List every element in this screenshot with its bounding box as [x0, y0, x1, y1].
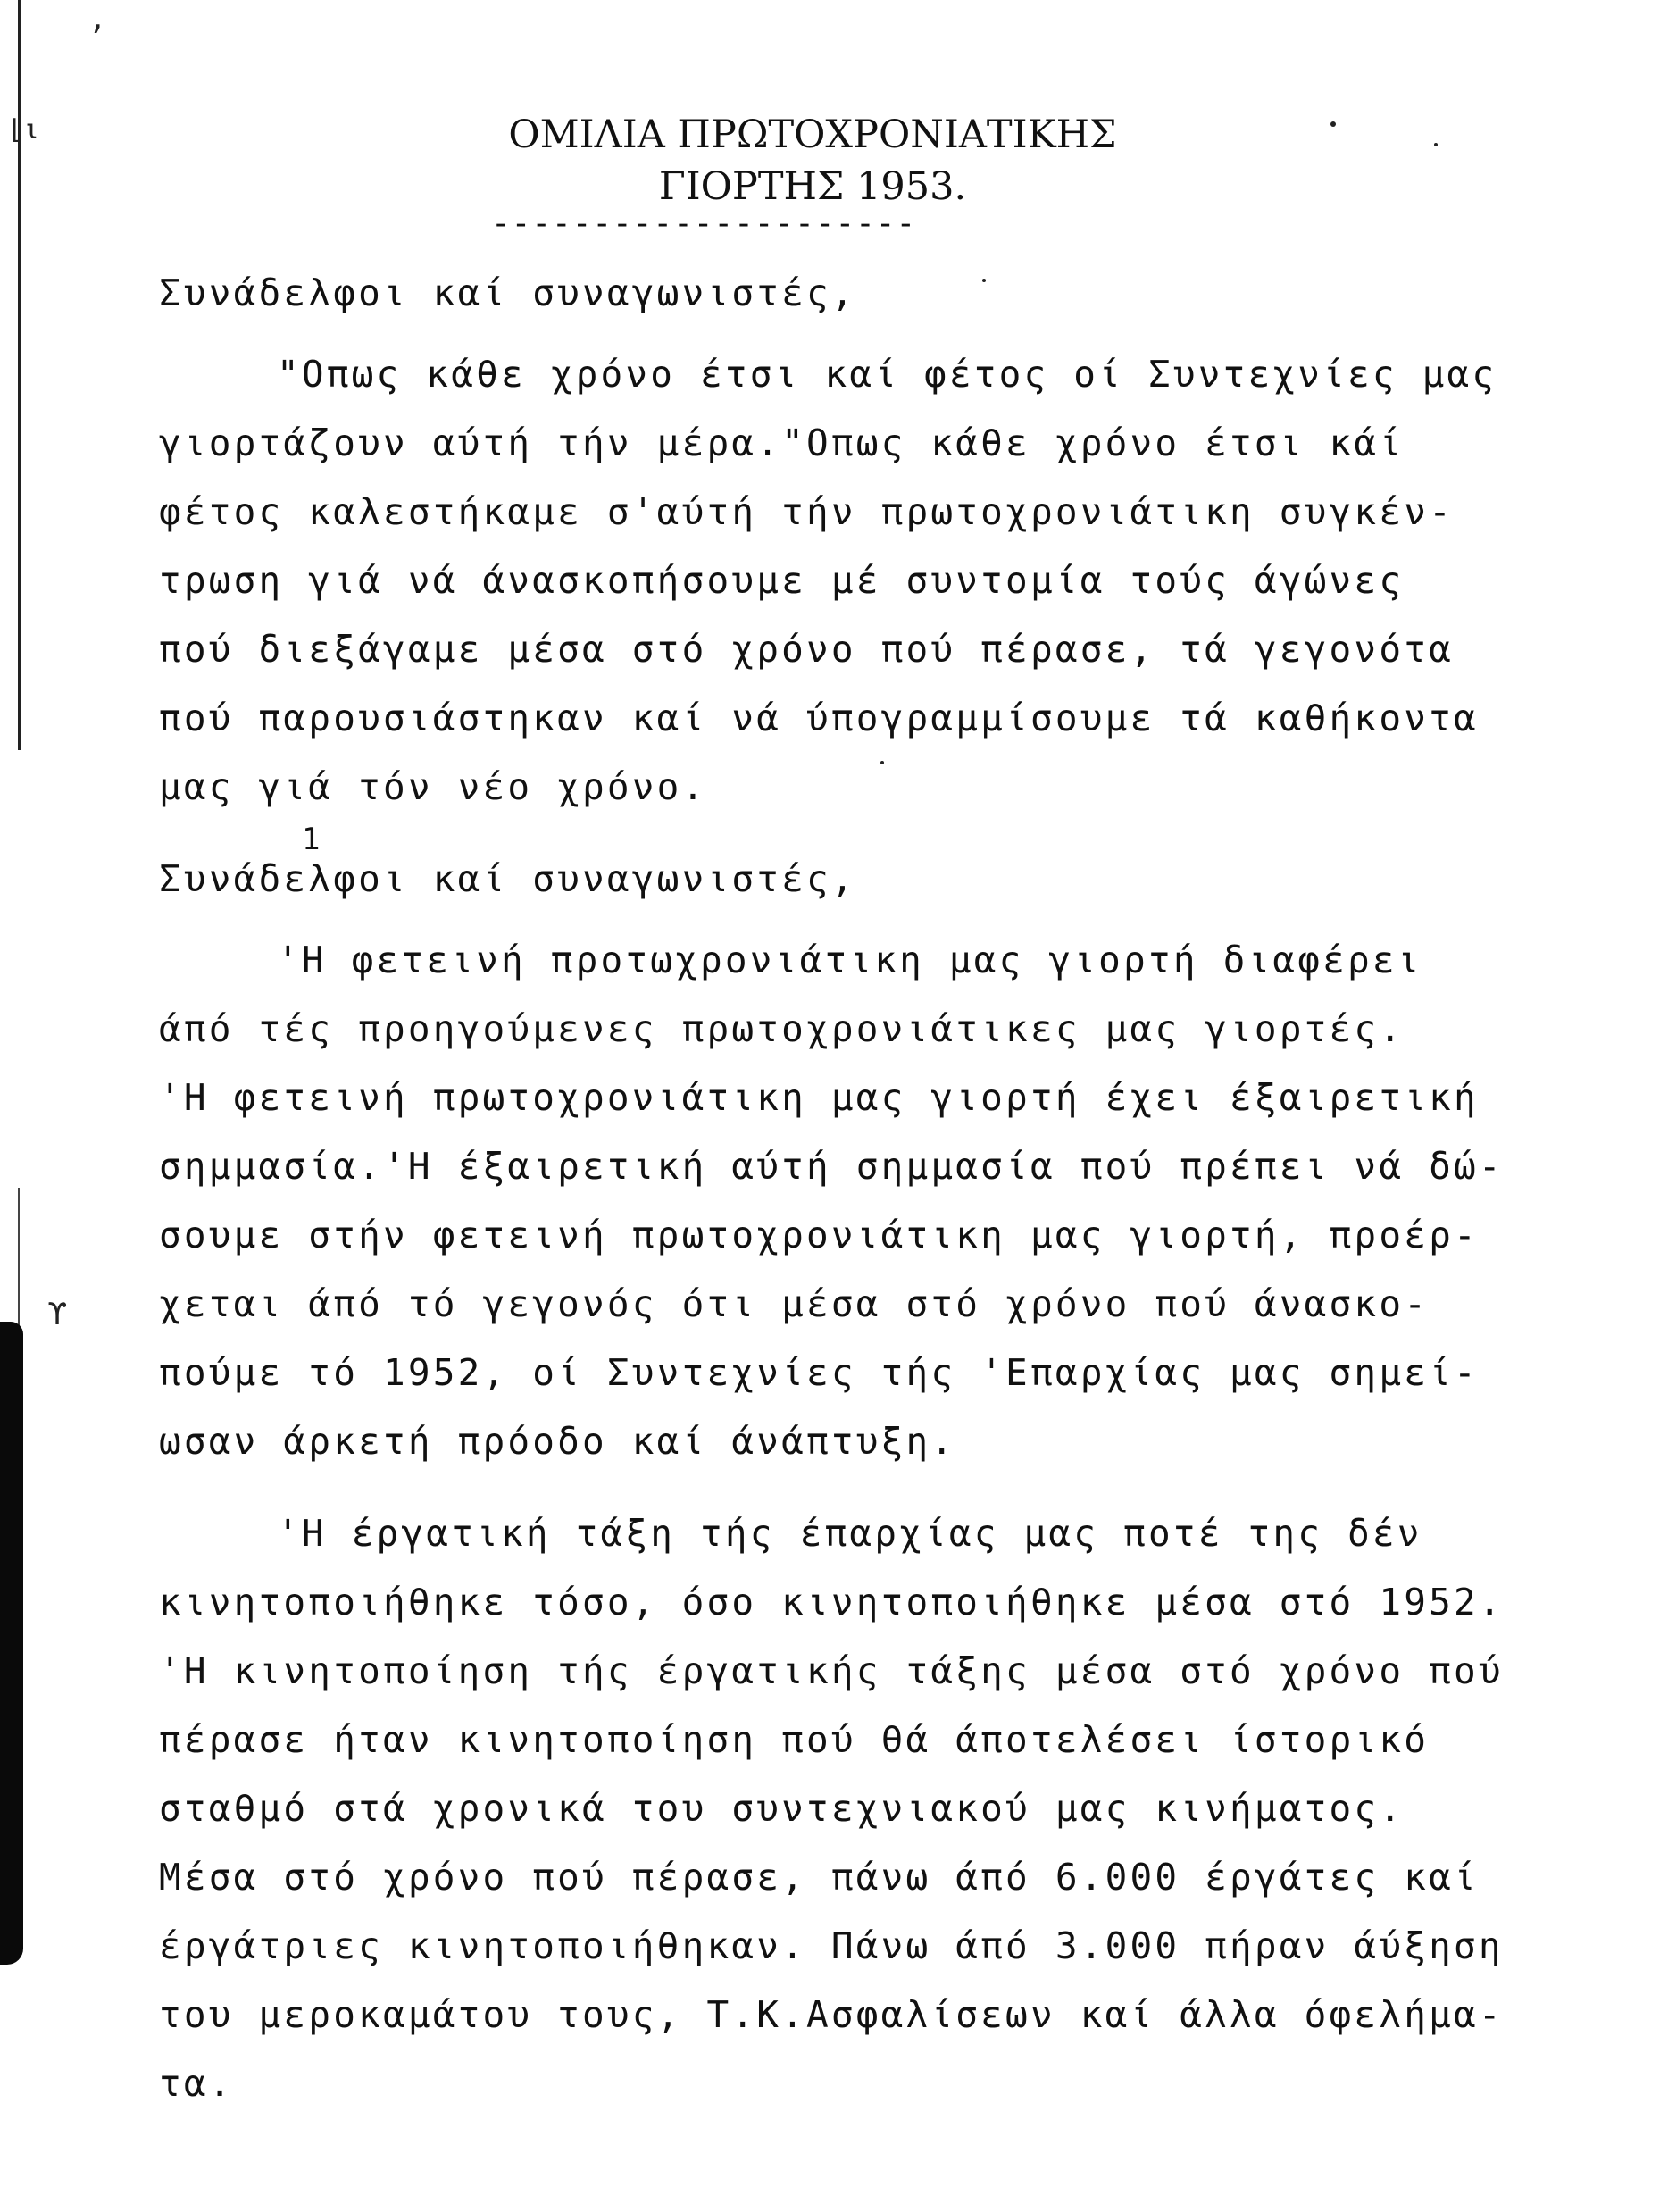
text-line: Μέσα στό χρόνο πού πέρασε, πάνω άπό 6.000 έργάτες καί: [159, 1856, 1479, 1899]
paragraph-2: [159, 926, 1623, 1476]
text-line: 'Η φετεινή πρωτοχρονιάτικη μας γιορτή έχει έξαιρετική: [159, 1076, 1479, 1119]
margin-mark-upper: ⌊ι: [7, 114, 40, 146]
scan-edge-shadow: [0, 1322, 23, 1965]
text-line: 'Η κινητοποίηση τής έργατικής τάξης μέσα στό χρόνο πού: [159, 1649, 1504, 1692]
text-line: πέρασε ήταν κινητοποίηση πού θά άποτελέσει ίστορικό: [159, 1718, 1430, 1761]
text-line: σουμε στήν φετεινή πρωτοχρονιάτικη μας γιορτή, προέρ-: [159, 1214, 1479, 1256]
text-line: 'Η έργατική τάξη τής έπαρχίας μας ποτέ της δέν: [277, 1512, 1422, 1555]
document-heading: [473, 109, 1152, 213]
text-line: πού παρουσιάστηκαν καί νά ύπογραμμίσουμε τά καθήκοντα: [159, 697, 1479, 739]
text-line: πού διεξάγαμε μέσα στό χρόνο πού πέρασε, τά γεγονότα: [159, 628, 1454, 671]
title-line-1: ΟΜΙΛΙΑ ΠΡΩΤΟΧΡΟΝΙΑΤΙΚΗΣ: [508, 113, 1117, 157]
text-line: σημμασία.'Η έξαιρετική αύτή σημμασία πού πρέπει νά δώ-: [159, 1145, 1504, 1188]
text-line: γιορτάζουν αύτή τήν μέρα."Οπως κάθε χρόνο έτσι κάί: [159, 422, 1405, 464]
paragraph-1: [159, 340, 1623, 822]
title-underline: ---------------------: [491, 205, 917, 242]
paragraph-3: [159, 1499, 1623, 2118]
title-line-2: ΓΙΟΡΤΗΣ 1953.: [658, 164, 967, 209]
text-line: Συνάδελφοι καί συναγωνιστές,: [159, 857, 856, 900]
text-line: χεται άπό τό γεγονός ότι μέσα στό χρόνο πού άνασκο-: [159, 1282, 1430, 1325]
salutation-2: [159, 845, 1623, 914]
text-line: κινητοποιήθηκε τόσο, όσο κινητοποιήθηκε μέσα στό 1952.: [159, 1581, 1504, 1624]
text-line: σταθμό στά χρονικά του συντεχνιακού μας κινήματος.: [159, 1787, 1405, 1830]
footnote-number: 1: [302, 822, 321, 857]
margin-mark-mid: ϒ: [48, 1297, 67, 1332]
text-line: 'Η φετεινή προτωχρονιάτικη μας γιορτή διαφέρει: [277, 939, 1422, 981]
text-line: έργάτριες κινητοποιήθηκαν. Πάνω άπό 3.000 πήραν άύξηση: [159, 1924, 1504, 1967]
margin-mark-top-left: ʼ: [88, 20, 106, 55]
text-line: Συνάδελφοι καί συναγωνιστές,: [159, 271, 856, 314]
text-line: τρωση γιά νά άνασκοπήσουμε μέ συντομία τούς άγώνες: [159, 559, 1405, 602]
text-line: πούμε τό 1952, οί Συντεχνίες τής 'Επαρχίας μας σημεί-: [159, 1351, 1479, 1394]
scan-speck: [1330, 121, 1336, 127]
text-line: "Οπως κάθε χρόνο έτσι καί φέτος οί Συντεχνίες μας: [277, 353, 1497, 396]
text-line: άπό τές προηγούμενες πρωτοχρονιάτικες μας γιορτές.: [159, 1007, 1405, 1050]
document-body: [159, 259, 1623, 2118]
text-line: τα.: [159, 2062, 234, 2105]
text-line: μας γιά τόν νέο χρόνο.: [159, 765, 707, 808]
left-margin-rule: [18, 0, 21, 750]
salutation-1: [159, 259, 1623, 328]
text-line: του μεροκαμάτου τους, Τ.Κ.Ασφαλίσεων καί άλλα όφελήμα-: [159, 1993, 1504, 2036]
scan-speck: [1434, 143, 1438, 146]
text-line: φέτος καλεστήκαμε σ'αύτή τήν πρωτοχρονιάτικη συγκέν-: [159, 490, 1454, 533]
text-line: ωσαν άρκετή πρόοδο καί άνάπτυξη.: [159, 1420, 956, 1463]
